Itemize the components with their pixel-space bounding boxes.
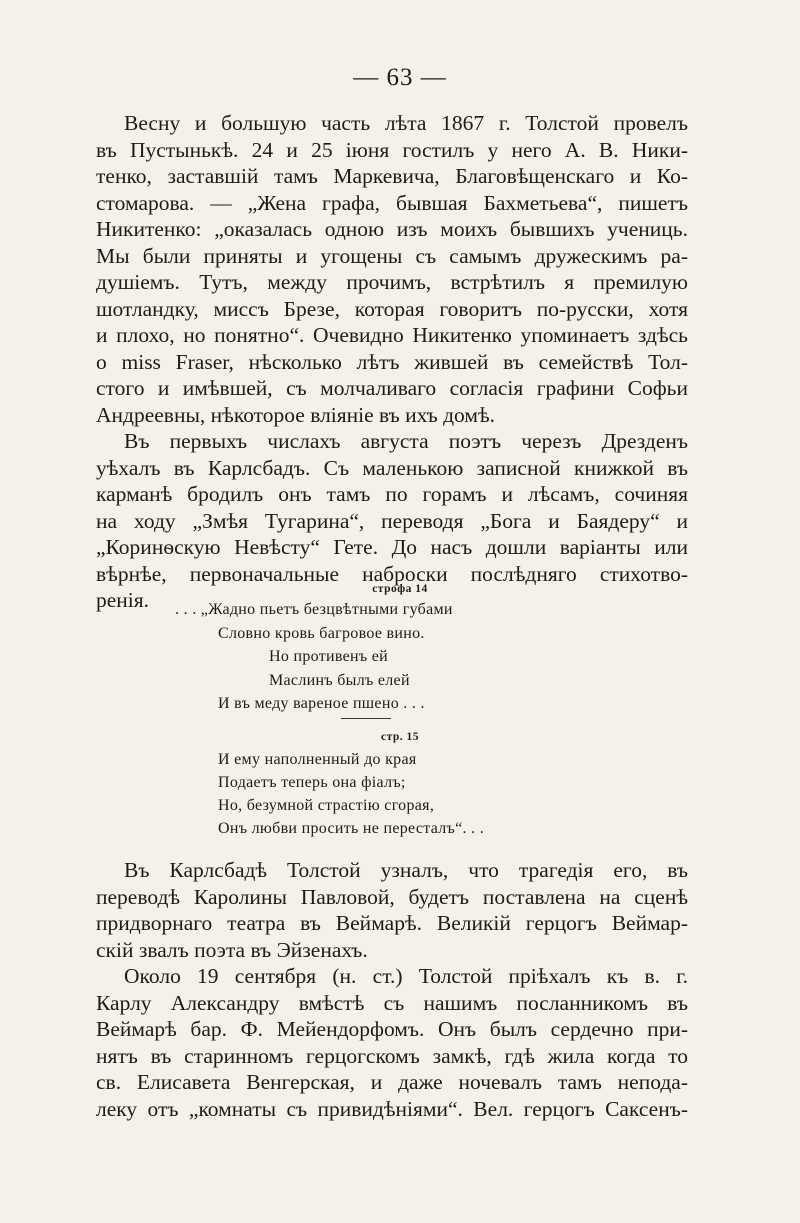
paragraph-line: о miss Fraser, нѣсколько лѣтъ жившей въ семействѣ Тол- (96, 350, 688, 374)
paragraph-line: нятъ въ старинномъ герцогскомъ замкѣ, гдѣ жила когда то (96, 1044, 688, 1068)
verse-line: И ему наполненный до края (218, 751, 417, 768)
paragraph-line: карманѣ бродилъ онъ тамъ по горамъ и лѣсамъ, сочиняя (96, 482, 688, 506)
verse-line: Но, безумной страстію сгорая, (218, 797, 435, 814)
paragraph-line: душіемъ. Тутъ, между прочимъ, встрѣтилъ я премилую (96, 270, 688, 294)
paragraph-line: ренія. (96, 588, 150, 612)
paragraph-line: шотландку, миссъ Брезе, которая говоритъ по-русски, хотя (96, 297, 688, 321)
paragraph-line: скій звалъ поэта въ Эйзенахъ. (96, 938, 368, 962)
paragraph-line: вѣрнѣе, первоначальные наброски послѣдняго стихотво- (96, 562, 688, 586)
paragraph-line: Андреевны, нѣкоторое вліяніе въ ихъ домѣ. (96, 403, 496, 427)
paragraph-line: стомарова. — „Жена графа, бывшая Бахметьева“, пишетъ (96, 191, 688, 215)
paragraph-line: Въ первыхъ числахъ августа поэтъ черезъ Дрезденъ (124, 429, 688, 453)
paragraph-line: Веймарѣ бар. Ф. Мейендорфомъ. Онъ былъ сердечно при- (96, 1017, 688, 1041)
paragraph-line: Мы были приняты и угощены съ самымъ дружескимъ ра- (96, 244, 688, 268)
paragraph-line: въ Пустынькѣ. 24 и 25 іюня гостилъ у него А. В. Ники- (96, 138, 688, 162)
paragraph-line: тенко, заставшій тамъ Маркевича, Благовѣщенскаго и Ко- (96, 164, 688, 188)
verse-line: Но противенъ ей (269, 648, 389, 665)
verse-heading: строфа 14 (372, 583, 428, 595)
divider (341, 718, 391, 719)
paragraph-line: Карлу Александру вмѣстѣ съ нашимъ посланникомъ въ (96, 991, 688, 1015)
paragraph-line: св. Елисавета Венгерская, и даже ночевалъ тамъ непода- (96, 1070, 688, 1094)
paragraph-line: Въ Карлсбадѣ Толстой узналъ, что трагедія его, въ (124, 858, 688, 882)
verse-heading: стр. 15 (380, 731, 420, 743)
paragraph-line: стого и имѣвшей, съ молчаливаго согласія графини Софьи (96, 376, 688, 400)
paragraph-line: Весну и большую часть лѣта 1867 г. Толстой провелъ (124, 111, 688, 135)
verse-line: И въ меду вареное пшено . . . (218, 695, 425, 712)
paragraph-line: придворнаго театра въ Веймарѣ. Великій герцогъ Веймар- (96, 911, 688, 935)
verse-line: Подаетъ теперь она фіалъ; (218, 774, 406, 791)
paragraph-line: на ходу „Змѣя Тугарина“, переводя „Бога и Баядеру“ и (96, 509, 688, 533)
paragraph-line: Никитенко: „оказалась одною изъ моихъ бывшихъ учениць. (96, 217, 688, 241)
paragraph-line: переводѣ Каролины Павловой, будетъ поставлена на сценѣ (96, 885, 688, 909)
verse-line: . . . „Жадно пьетъ безцвѣтными губами (175, 601, 453, 618)
paragraph-line: леку отъ „комнаты съ привидѣніями“. Вел. герцогъ Саксенъ- (96, 1097, 688, 1121)
page-number: — 63 — (353, 64, 447, 91)
paragraph-line: и плохо, но понятно“. Очевидно Никитенко упоминаетъ здѣсь (96, 323, 688, 347)
paragraph-line: Около 19 сентября (н. ст.) Толстой пріѣхалъ къ в. г. (124, 964, 688, 988)
paragraph-line: уѣхалъ въ Карлсбадъ. Съ маленькою записной книжкой въ (96, 456, 688, 480)
verse-line: Онъ любви просить не пересталъ“. . . (218, 820, 485, 837)
verse-line: Маслинъ былъ елей (269, 672, 410, 689)
verse-line: Словно кровь багровое вино. (218, 625, 425, 642)
paragraph-line: „Коринѳскую Невѣсту“ Гете. До насъ дошли варіанты или (96, 535, 688, 559)
